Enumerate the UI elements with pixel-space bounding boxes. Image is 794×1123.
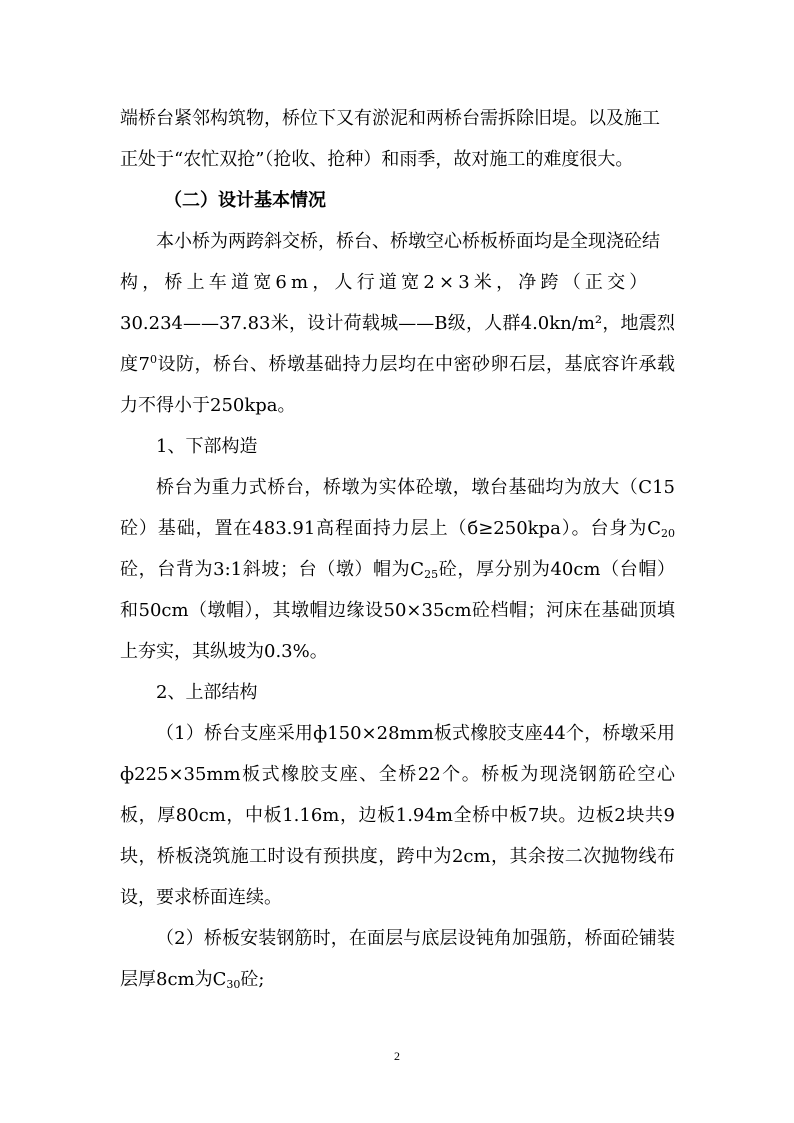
page-number: 2	[394, 1049, 400, 1063]
subscript: 20	[661, 527, 675, 540]
paragraph	[120, 467, 675, 672]
paragraph	[120, 303, 675, 426]
body-text	[120, 98, 675, 1000]
paragraph: （1）桥台支座采用ф150×28mm板式橡胶支座44个，桥墩采用ф225×35mm板式橡胶支座、全桥22个。桥板为现浇钢筋砼空心板，厚80cm，中板1.16m，边板1.94m全桥中板7块。边板2块共9块，桥板浇筑施工时设有预拱度，跨中为2cm，其余按二次抛物线布设，要求桥面连续。	[120, 723, 675, 908]
text-run: 桥台为重力式桥台，桥墩为实体砼墩，墩台基础均为放大（C15砼）基础，置在483.91高程面持力层上（б≥250kpa）。台身为C	[120, 477, 675, 539]
text-run: 砼，厚分别为40cm（台帽）和50cm（墩帽），其墩帽边缘设50×35cm砼档帽；河床在基础顶填上夯实，其纵坡为0.3%。	[120, 559, 675, 662]
text-run: 设防，桥台、桥墩基础持力层均在中密砂卵石层，基底容许承载力不得小于250kpa。	[120, 354, 676, 416]
paragraph-line: 构，桥上车道宽6m，人行道宽2×3米，净跨（正交）	[120, 272, 652, 293]
superscript: 0	[149, 353, 157, 366]
text-run: 砼;	[240, 969, 265, 990]
subsection-title: 1、下部构造	[156, 436, 258, 457]
section-heading: （二）设计基本情况	[164, 190, 326, 211]
paragraph-line: 端桥台紧邻构筑物，桥位下又有淤泥和两桥台需拆除旧堤。以及施工	[120, 108, 660, 129]
subsection-title: 2、上部结构	[156, 682, 258, 703]
subscript: 25	[424, 568, 439, 581]
paragraph	[120, 918, 675, 1000]
text-run: 30.234——37.83米，设计荷载城——B级，人群4.0kn/m²，地震烈度7	[120, 313, 675, 375]
text-run: 砼，台背为3:1斜坡；台（墩）帽为C	[120, 559, 425, 580]
text-run: （2）桥板安装钢筋时，在面层与底层设钝角加强筋，桥面砼铺装层厚8cm为C	[120, 928, 675, 990]
subscript: 30	[226, 978, 241, 991]
paragraph-line: 正处于“农忙双抢”（抢收、抢种）和雨季，故对施工的难度很大。	[120, 149, 634, 170]
paragraph-line: 本小桥为两跨斜交桥，桥台、桥墩空心桥板桥面均是全现浇砼结	[156, 231, 660, 252]
